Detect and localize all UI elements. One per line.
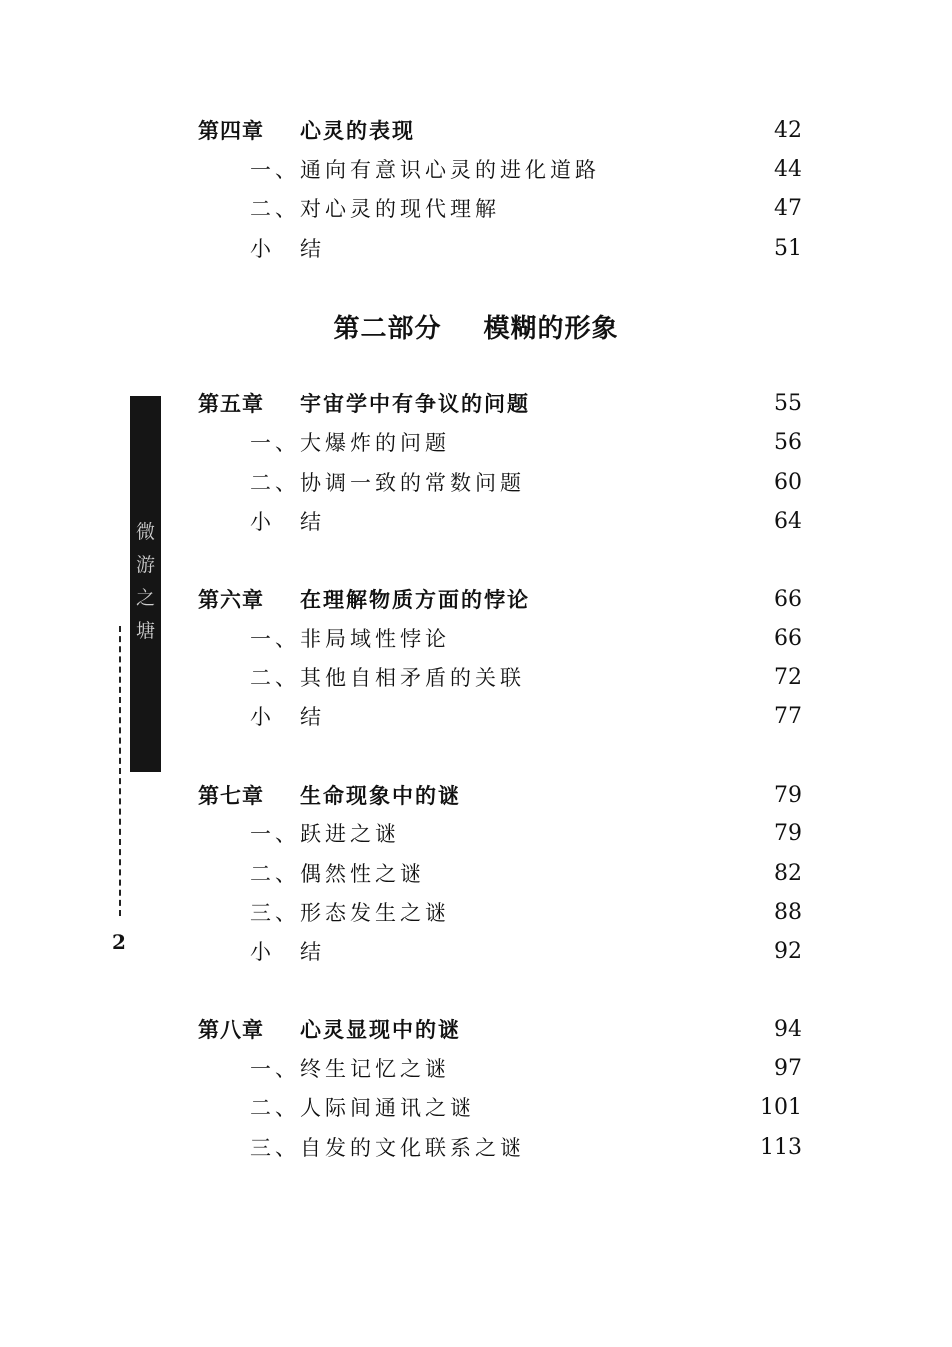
section-title: 一、终生记忆之谜: [250, 1057, 450, 1081]
page-number: 60: [774, 470, 802, 495]
page-number: 77: [774, 704, 802, 729]
toc-section-row: [0, 816, 952, 852]
page-number: 79: [774, 783, 802, 808]
folio-page-number: 2: [112, 930, 126, 954]
page-number: 72: [774, 665, 802, 690]
section-title: 二、对心灵的现代理解: [250, 197, 500, 221]
spine-bar: [130, 396, 161, 772]
page-number: 92: [774, 939, 802, 964]
section-title: 二、协调一致的常数问题: [250, 471, 525, 495]
section-title: 三、自发的文化联系之谜: [250, 1136, 525, 1160]
toc-section-row: [0, 895, 952, 931]
page-number: 56: [774, 430, 802, 455]
spine-char: 塘: [135, 620, 155, 642]
chapter-label: 第六章: [198, 588, 264, 612]
chapter-label: 第五章: [198, 392, 264, 416]
chapter-label: 第四章: [198, 119, 264, 143]
chapter-title: 心灵的表现: [300, 119, 415, 143]
section-title: 三、形态发生之谜: [250, 901, 450, 925]
page-number: 47: [774, 196, 802, 221]
summary-label-part: 结: [300, 510, 321, 534]
page-number: 97: [774, 1056, 802, 1081]
section-title: 一、通向有意识心灵的进化道路: [250, 158, 600, 182]
summary-label-part: 结: [300, 705, 321, 729]
toc-summary-row: [0, 231, 952, 267]
page-number: 44: [774, 157, 802, 182]
chapter-title: 宇宙学中有争议的问题: [300, 392, 530, 416]
page-number: 55: [774, 391, 802, 416]
toc-section-row: [0, 1130, 952, 1166]
toc-summary-row: [0, 934, 952, 970]
page-number: 64: [774, 509, 802, 534]
toc-section-row: [0, 856, 952, 892]
page-number: 82: [774, 861, 802, 886]
toc-chapter-row: [0, 1012, 952, 1048]
spine-char: 游: [135, 554, 155, 576]
chapter-title: 生命现象中的谜: [300, 784, 461, 808]
spine-char: 微: [135, 521, 155, 543]
section-title: 一、跃进之谜: [250, 822, 400, 846]
toc-section-row: [0, 152, 952, 188]
chapter-label: 第七章: [198, 784, 264, 808]
chapter-title: 在理解物质方面的悖论: [300, 588, 530, 612]
page-number: 79: [774, 821, 802, 846]
part-heading: [0, 308, 952, 345]
section-title: 二、其他自相矛盾的关联: [250, 666, 525, 690]
page-number: 113: [760, 1135, 802, 1160]
page-number: 101: [760, 1095, 802, 1120]
part-label: 第二部分: [333, 314, 442, 344]
section-title: 一、非局域性悖论: [250, 627, 450, 651]
summary-label-part: 小: [250, 705, 271, 729]
part-title: 模糊的形象: [483, 314, 619, 344]
toc-section-row: [0, 1090, 952, 1126]
summary-label-part: 结: [300, 940, 321, 964]
chapter-label: 第八章: [198, 1018, 264, 1042]
spine-char: 之: [135, 587, 155, 609]
section-title: 一、大爆炸的问题: [250, 431, 450, 455]
summary-label-part: 小: [250, 510, 271, 534]
toc-chapter-row: [0, 113, 952, 149]
page-number: 94: [774, 1017, 802, 1042]
page-number: 88: [774, 900, 802, 925]
spine-title: [130, 516, 161, 648]
page-number: 51: [774, 236, 802, 261]
toc-section-row: [0, 1051, 952, 1087]
summary-label-part: 小: [250, 237, 271, 261]
toc-chapter-row: [0, 778, 952, 814]
summary-label-part: 小: [250, 940, 271, 964]
page-number: 42: [774, 118, 802, 143]
chapter-title: 心灵显现中的谜: [300, 1018, 461, 1042]
page-number: 66: [774, 626, 802, 651]
dashed-divider: [119, 626, 121, 916]
toc-section-row: [0, 191, 952, 227]
page-number: 66: [774, 587, 802, 612]
section-title: 二、人际间通讯之谜: [250, 1096, 475, 1120]
section-title: 二、偶然性之谜: [250, 862, 425, 886]
summary-label-part: 结: [300, 237, 321, 261]
